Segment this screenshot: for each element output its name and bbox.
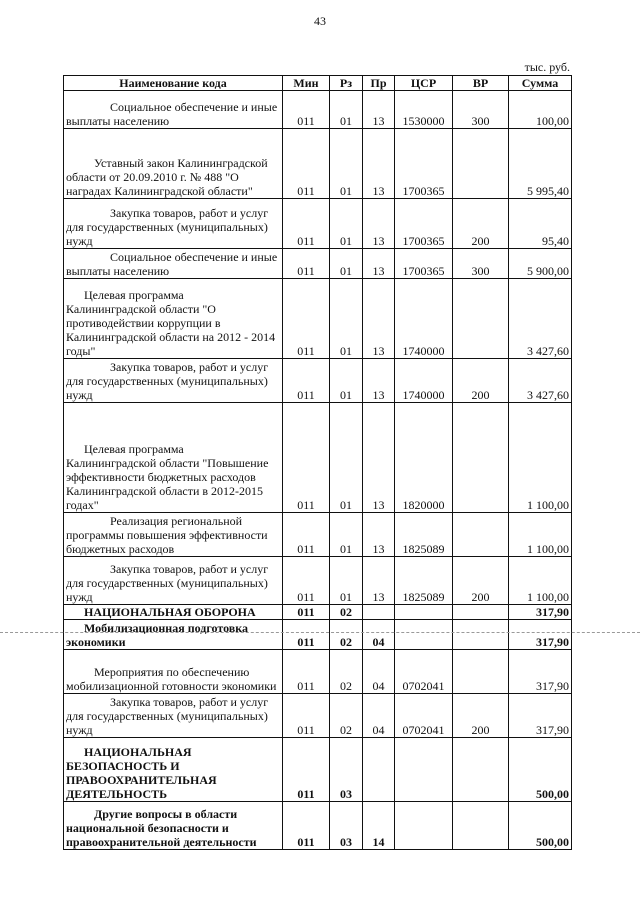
- row-name-line: Калининградской области "Повышение: [66, 456, 269, 470]
- row-min: 011: [283, 279, 330, 359]
- table-row: [64, 650, 572, 694]
- row-name-line: наградах Калининградской области": [66, 184, 253, 198]
- table-row: [64, 129, 572, 199]
- row-name: [64, 279, 283, 359]
- row-min: 011: [283, 620, 330, 650]
- row-vr: 300: [453, 249, 509, 279]
- row-sum: 100,00: [509, 91, 572, 129]
- row-name-line: выплаты населению: [66, 114, 170, 128]
- row-rz: 01: [330, 359, 363, 403]
- row-name: [64, 605, 283, 620]
- row-csr: 0702041: [395, 694, 453, 738]
- row-csr: 1700365: [395, 249, 453, 279]
- header-pr: Пр: [363, 76, 395, 91]
- row-name-line: экономики: [66, 635, 126, 649]
- row-pr: 04: [363, 650, 395, 694]
- row-name-line: ПРАВООХРАНИТЕЛЬНАЯ: [66, 773, 217, 787]
- row-csr: 1825089: [395, 513, 453, 557]
- row-name-line: для государственных (муниципальных): [66, 576, 268, 590]
- row-pr: 13: [363, 557, 395, 605]
- row-rz: 02: [330, 605, 363, 620]
- row-name-line: Другие вопросы в области: [94, 807, 238, 821]
- row-vr: [453, 129, 509, 199]
- row-name-line: Калининградской области в 2012-2015: [66, 484, 264, 498]
- row-name-line: программы повышения эффективности: [66, 528, 268, 542]
- header-sum: Сумма: [509, 76, 572, 91]
- row-pr: 13: [363, 249, 395, 279]
- row-name: [64, 129, 283, 199]
- row-sum: 3 427,60: [509, 279, 572, 359]
- row-name: [64, 359, 283, 403]
- table-row: [64, 359, 572, 403]
- units-label: тыс. руб.: [524, 60, 570, 74]
- table-row: [64, 605, 572, 620]
- row-csr: 0702041: [395, 650, 453, 694]
- row-sum: 1 100,00: [509, 513, 572, 557]
- row-vr: [453, 738, 509, 802]
- row-name: [64, 694, 283, 738]
- row-name: [64, 650, 283, 694]
- row-pr: 04: [363, 620, 395, 650]
- row-sum: 1 100,00: [509, 403, 572, 513]
- row-min: 011: [283, 650, 330, 694]
- row-name-line: правоохранительной деятельности: [66, 835, 257, 849]
- row-rz: 01: [330, 557, 363, 605]
- row-pr: 13: [363, 129, 395, 199]
- row-pr: 14: [363, 802, 395, 850]
- row-pr: 13: [363, 279, 395, 359]
- row-name: [64, 620, 283, 650]
- table-row: [64, 620, 572, 650]
- header-vr: ВР: [453, 76, 509, 91]
- row-vr: 200: [453, 359, 509, 403]
- row-name-line: Социальное обеспечение и иные: [110, 100, 278, 114]
- row-rz: 01: [330, 249, 363, 279]
- row-rz: 02: [330, 650, 363, 694]
- row-name-line: Социальное обеспечение и иные: [110, 250, 278, 264]
- row-name-line: Мероприятия по обеспечению: [94, 665, 250, 679]
- row-name-line: Закупка товаров, работ и услуг: [110, 360, 269, 374]
- row-name-line: годах": [66, 498, 99, 512]
- row-name: [64, 249, 283, 279]
- table-row: [64, 403, 572, 513]
- row-sum: 317,90: [509, 605, 572, 620]
- row-min: 011: [283, 738, 330, 802]
- row-sum: 5 995,40: [509, 129, 572, 199]
- row-rz: 02: [330, 694, 363, 738]
- row-csr: 1820000: [395, 403, 453, 513]
- row-name-line: Закупка товаров, работ и услуг: [110, 206, 269, 220]
- row-rz: 01: [330, 91, 363, 129]
- row-vr: 200: [453, 694, 509, 738]
- row-pr: 13: [363, 513, 395, 557]
- row-vr: [453, 403, 509, 513]
- row-name-line: Калининградской области "О: [66, 302, 216, 316]
- table-row: [64, 199, 572, 249]
- row-csr: [395, 738, 453, 802]
- row-min: 011: [283, 605, 330, 620]
- row-min: 011: [283, 557, 330, 605]
- row-name-line: годы": [66, 344, 96, 358]
- row-name: [64, 199, 283, 249]
- table-row: [64, 557, 572, 605]
- row-pr: 13: [363, 91, 395, 129]
- table-row: [64, 91, 572, 129]
- row-csr: [395, 620, 453, 650]
- table-header-row: [64, 76, 572, 91]
- row-name: [64, 802, 283, 850]
- row-sum: 317,90: [509, 650, 572, 694]
- row-name-line: Калининградской области на 2012 - 2014: [66, 330, 276, 344]
- row-sum: 500,00: [509, 738, 572, 802]
- row-name-line: БЕЗОПАСНОСТЬ И: [66, 759, 180, 773]
- row-rz: 01: [330, 403, 363, 513]
- row-min: 011: [283, 129, 330, 199]
- row-name-line: нужд: [66, 234, 93, 248]
- row-name-line: национальной безопасности и: [66, 821, 229, 835]
- row-name: [64, 738, 283, 802]
- table-row: [64, 249, 572, 279]
- row-pr: 13: [363, 403, 395, 513]
- row-rz: 01: [330, 129, 363, 199]
- row-name-line: противодействии коррупции в: [66, 316, 221, 330]
- row-name-line: Целевая программа: [84, 288, 184, 302]
- row-pr: 13: [363, 359, 395, 403]
- row-vr: 300: [453, 91, 509, 129]
- row-min: 011: [283, 513, 330, 557]
- row-name: [64, 513, 283, 557]
- row-name-line: Закупка товаров, работ и услуг: [110, 695, 269, 709]
- table-row: [64, 279, 572, 359]
- row-rz: 01: [330, 513, 363, 557]
- row-name: [64, 557, 283, 605]
- row-min: 011: [283, 91, 330, 129]
- row-vr: [453, 279, 509, 359]
- row-rz: 02: [330, 620, 363, 650]
- row-pr: [363, 605, 395, 620]
- row-name-line: ДЕЯТЕЛЬНОСТЬ: [66, 787, 168, 801]
- scan-divider: [0, 632, 640, 633]
- row-sum: 3 427,60: [509, 359, 572, 403]
- row-rz: 03: [330, 802, 363, 850]
- row-csr: [395, 802, 453, 850]
- row-name-line: Целевая программа: [84, 442, 184, 456]
- row-sum: 95,40: [509, 199, 572, 249]
- table-row: [64, 694, 572, 738]
- row-name-line: для государственных (муниципальных): [66, 374, 268, 388]
- row-rz: 03: [330, 738, 363, 802]
- row-csr: 1740000: [395, 359, 453, 403]
- row-name-line: Мобилизационная подготовка: [84, 621, 248, 635]
- row-min: 011: [283, 359, 330, 403]
- row-csr: 1740000: [395, 279, 453, 359]
- row-pr: 13: [363, 199, 395, 249]
- row-pr: 04: [363, 694, 395, 738]
- row-name-line: Закупка товаров, работ и услуг: [110, 562, 269, 576]
- row-name-line: нужд: [66, 388, 93, 402]
- header-csr: ЦСР: [395, 76, 453, 91]
- row-name: [64, 91, 283, 129]
- row-sum: 5 900,00: [509, 249, 572, 279]
- row-name-line: бюджетных расходов: [66, 542, 175, 556]
- row-pr: [363, 738, 395, 802]
- row-name-line: Реализация региональной: [110, 514, 243, 528]
- row-sum: 317,90: [509, 694, 572, 738]
- row-min: 011: [283, 694, 330, 738]
- row-vr: [453, 802, 509, 850]
- row-vr: [453, 513, 509, 557]
- table-row: [64, 738, 572, 802]
- header-min: Мин: [283, 76, 330, 91]
- row-name-line: мобилизационной готовности экономики: [66, 679, 277, 693]
- table-row: [64, 802, 572, 850]
- row-csr: 1825089: [395, 557, 453, 605]
- row-name: [64, 403, 283, 513]
- row-vr: [453, 620, 509, 650]
- row-name-line: для государственных (муниципальных): [66, 220, 268, 234]
- row-csr: 1700365: [395, 129, 453, 199]
- budget-table: [63, 75, 572, 850]
- row-min: 011: [283, 403, 330, 513]
- row-name-line: выплаты населению: [66, 264, 170, 278]
- row-name-line: НАЦИОНАЛЬНАЯ ОБОРОНА: [84, 605, 256, 619]
- row-name-line: нужд: [66, 590, 93, 604]
- table-row: [64, 513, 572, 557]
- row-csr: [395, 605, 453, 620]
- page-number: 43: [314, 14, 326, 28]
- row-vr: [453, 605, 509, 620]
- row-name-line: области от 20.09.2010 г. № 488 "О: [66, 170, 239, 184]
- row-name-line: НАЦИОНАЛЬНАЯ: [84, 745, 192, 759]
- row-name-line: Уставный закон Калининградской: [94, 156, 268, 170]
- row-sum: 500,00: [509, 802, 572, 850]
- row-min: 011: [283, 199, 330, 249]
- row-name-line: для государственных (муниципальных): [66, 709, 268, 723]
- row-sum: 1 100,00: [509, 557, 572, 605]
- row-vr: 200: [453, 557, 509, 605]
- row-vr: [453, 650, 509, 694]
- row-name-line: нужд: [66, 723, 93, 737]
- row-min: 011: [283, 802, 330, 850]
- row-csr: 1530000: [395, 91, 453, 129]
- table-body: [64, 91, 572, 850]
- row-rz: 01: [330, 199, 363, 249]
- row-vr: 200: [453, 199, 509, 249]
- row-min: 011: [283, 249, 330, 279]
- row-csr: 1700365: [395, 199, 453, 249]
- row-sum: 317,90: [509, 620, 572, 650]
- row-rz: 01: [330, 279, 363, 359]
- row-name-line: эффективности бюджетных расходов: [66, 470, 256, 484]
- header-rz: Рз: [330, 76, 363, 91]
- header-name: Наименование кода: [64, 76, 283, 91]
